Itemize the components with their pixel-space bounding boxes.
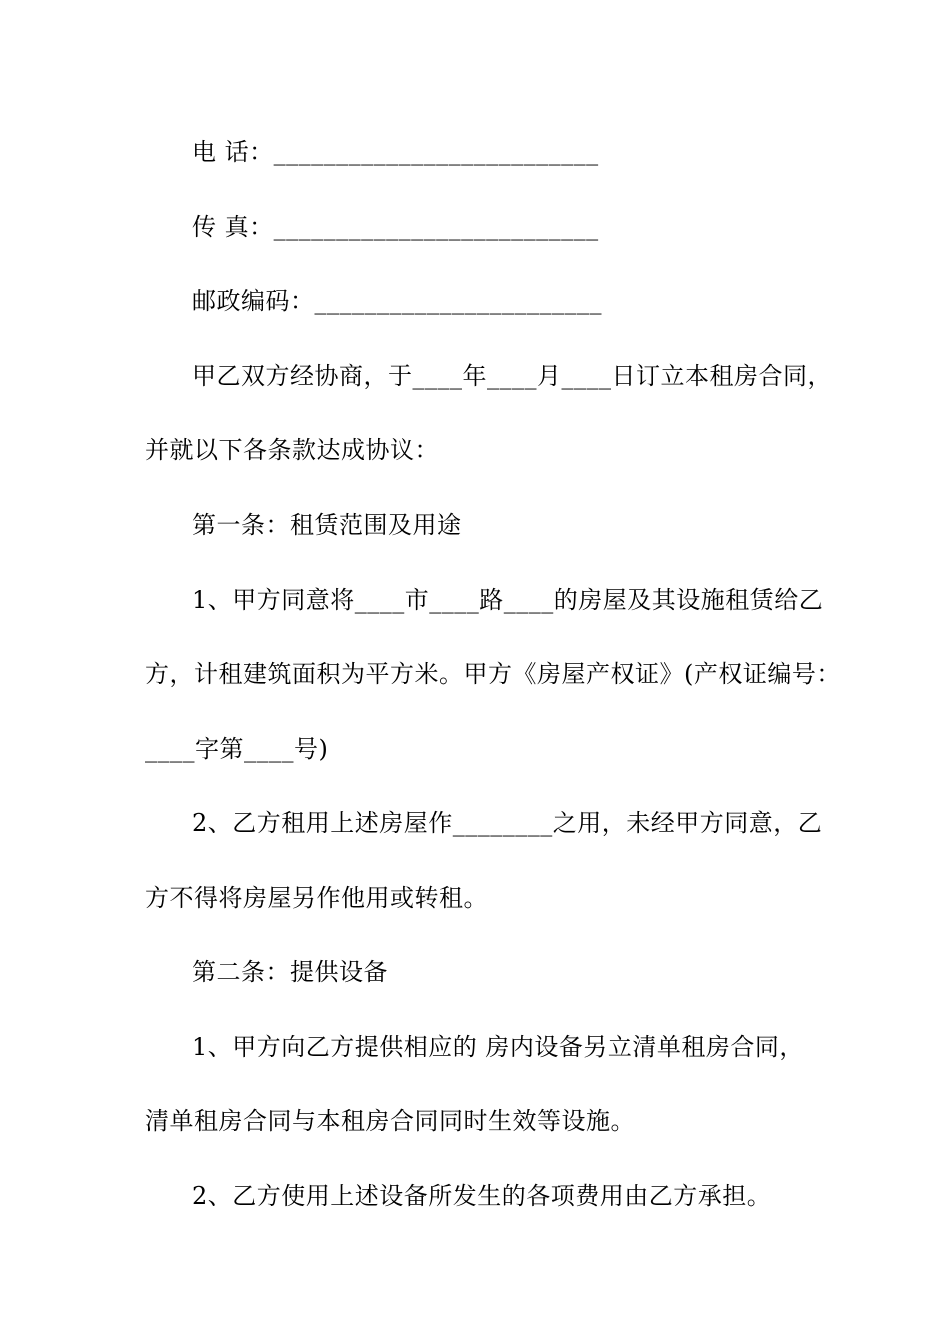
article-1-clause-1-line-1: 1、甲方同意将____市____路____的房屋及其设施租赁给乙	[192, 586, 824, 614]
article-2-clause-1-line-1: 1、甲方向乙方提供相应的 房内设备另立清单租房合同，	[192, 1033, 804, 1061]
postal-code-field-line: 邮政编码：_______________________	[192, 287, 602, 315]
article-1-clause-1-line-3: ____字第____号)	[145, 735, 329, 763]
article-2-heading: 第二条：提供设备	[192, 958, 388, 986]
agreement-intro-line-2: 并就以下各条款达成协议：	[145, 436, 439, 464]
agreement-intro-line-1: 甲乙双方经协商，于____年____月____日订立本租房合同，	[192, 362, 832, 390]
article-1-heading: 第一条：租赁范围及用途	[192, 511, 462, 539]
article-2-clause-2-line-1: 2、乙方使用上述设备所发生的各项费用由乙方承担。	[192, 1182, 772, 1210]
article-1-clause-2-line-1: 2、乙方租用上述房屋作________之用，未经甲方同意，乙	[192, 809, 823, 837]
phone-field-line: 电 话：__________________________	[192, 138, 599, 166]
article-1-clause-1-line-2: 方，计租建筑面积为平方米。甲方《房屋产权证》(产权证编号：	[145, 660, 841, 688]
article-2-clause-1-line-2: 清单租房合同与本租房合同同时生效等设施。	[145, 1107, 635, 1135]
article-1-clause-2-line-2: 方不得将房屋另作他用或转租。	[145, 884, 488, 912]
fax-field-line: 传 真：__________________________	[192, 213, 599, 241]
